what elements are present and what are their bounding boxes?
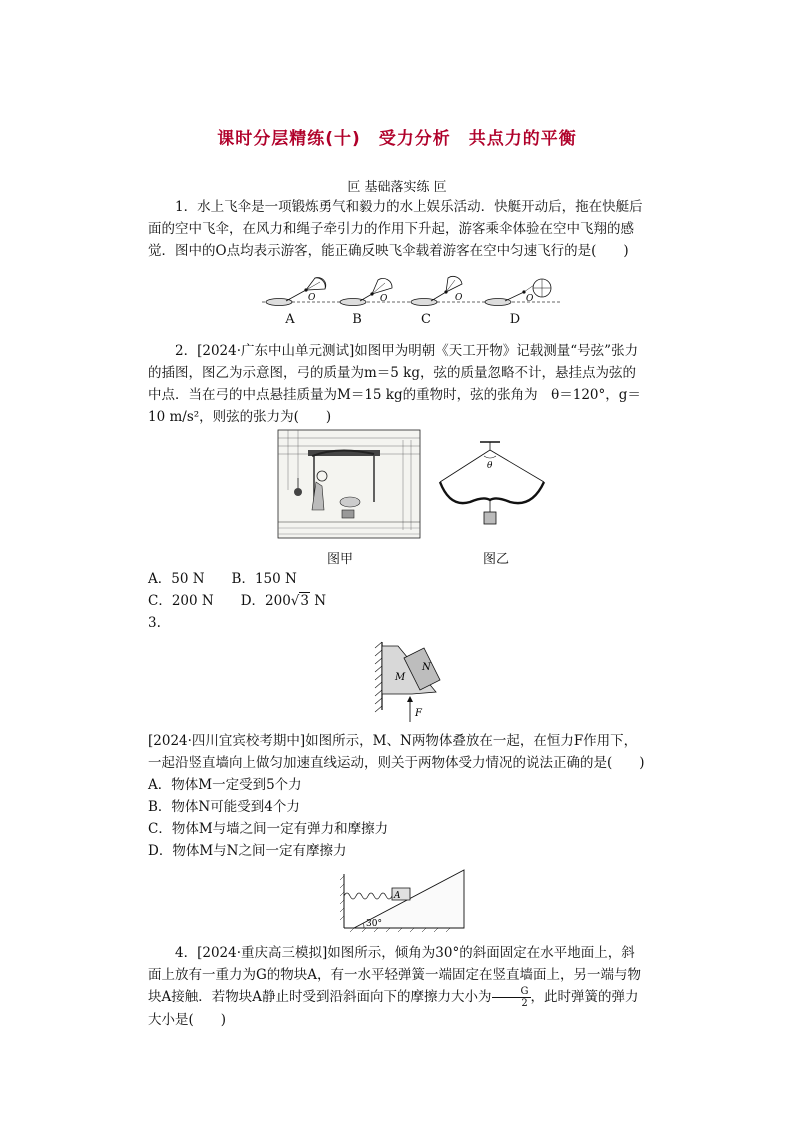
q3-figure xyxy=(374,640,444,724)
point-o-label: O xyxy=(455,293,463,303)
label-f: F xyxy=(415,708,422,719)
q2-option-a[interactable]: A．50 N xyxy=(148,571,205,587)
q2-option-c[interactable]: C．200 N xyxy=(148,593,214,609)
section-heading: 叵 基础落实练 叵 xyxy=(347,180,447,195)
figure-yi-caption: 图乙 xyxy=(482,552,509,567)
q2-option-d[interactable]: D．200√3 N xyxy=(240,593,327,609)
point-o-label: O xyxy=(526,294,534,304)
question-2-text: 2．[2024·广东中山单元测试]如图甲为明朝《天工开物》记载测量“号弦”张力的插图，图乙为示意图，弓的质量为m＝5 kg，弦的质量忽略不计，悬挂点为弦的中点．当在弓的中点悬挂质量为M＝15 kg的重物时，弦的张角为 θ＝120°，g＝10 m/s²，则弦的张力为( ) xyxy=(148,343,641,425)
question-1-text: 1．水上飞伞是一项锻炼勇气和毅力的水上娱乐活动．快艇开动后，拖在快艇后面的空中飞伞，在风力和绳子牵引力的作用下升起，游客乘伞体验在空中飞翔的感觉．图中的O点均表示游客，能正确反映飞伞载着游客在空中匀速飞行的是( ) xyxy=(148,199,643,259)
option-d-diagram xyxy=(485,279,551,306)
point-o-label: O xyxy=(380,294,388,304)
option-d-label: D xyxy=(509,312,521,327)
fraction-g-over-2: $\frac{G}{2}$ xyxy=(492,986,531,1009)
label-m: M xyxy=(395,672,406,683)
q2-options-row-1 xyxy=(148,568,648,590)
q3-option-a[interactable]: A．物体M一定受到5个力 xyxy=(148,777,302,793)
option-c-label: C xyxy=(421,312,431,327)
option-c-diagram xyxy=(411,276,463,305)
label-n: N xyxy=(422,662,431,673)
option-b-diagram xyxy=(340,278,392,305)
angle-label: 30° xyxy=(366,919,382,929)
question-4-text: 4．[2024·重庆高三模拟]如图所示，倾角为30°的斜面固定在水平地面上，斜面上放有一重力为G的物块A，有一水平轻弹簧一端固定在竖直墙面上，另一端与物块A接触．若物块A静止时受到沿斜面向下的摩擦力大小为 $\frac{G}{2}$ ，此时弹簧的弹力大小是( ) xyxy=(148,945,642,1028)
q3-option-d[interactable]: D．物体M与N之间一定有摩擦力 xyxy=(148,843,347,859)
q4-figure xyxy=(340,866,470,932)
question-3-number: 3. xyxy=(148,615,161,631)
theta-label: θ xyxy=(487,461,493,471)
q2-option-b[interactable]: B．150 N xyxy=(231,571,297,587)
figure-jia-caption: 图甲 xyxy=(326,552,353,567)
option-a-diagram xyxy=(266,277,326,305)
question-3-text: [2024·四川宜宾校考期中]如图所示，M、N两物体叠放在一起，在恒力F作用下，一起沿竖直墙向上做匀加速直线运动，则关于两物体受力情况的说法正确的是( ) xyxy=(148,733,645,771)
point-o-label: O xyxy=(308,293,316,303)
label-a: A xyxy=(394,891,401,901)
option-b-label: B xyxy=(352,312,362,327)
q2-options-row-2 xyxy=(148,590,648,612)
option-a-label: A xyxy=(285,312,295,327)
figure-jia-illustration xyxy=(278,430,420,538)
q3-option-b[interactable]: B．物体N可能受到4个力 xyxy=(148,799,300,815)
q3-option-c[interactable]: C．物体M与墙之间一定有弹力和摩擦力 xyxy=(148,821,389,837)
figure-yi-schematic xyxy=(436,440,552,530)
page-title: 课时分层精练(十) 受力分析 共点力的平衡 xyxy=(217,129,577,149)
